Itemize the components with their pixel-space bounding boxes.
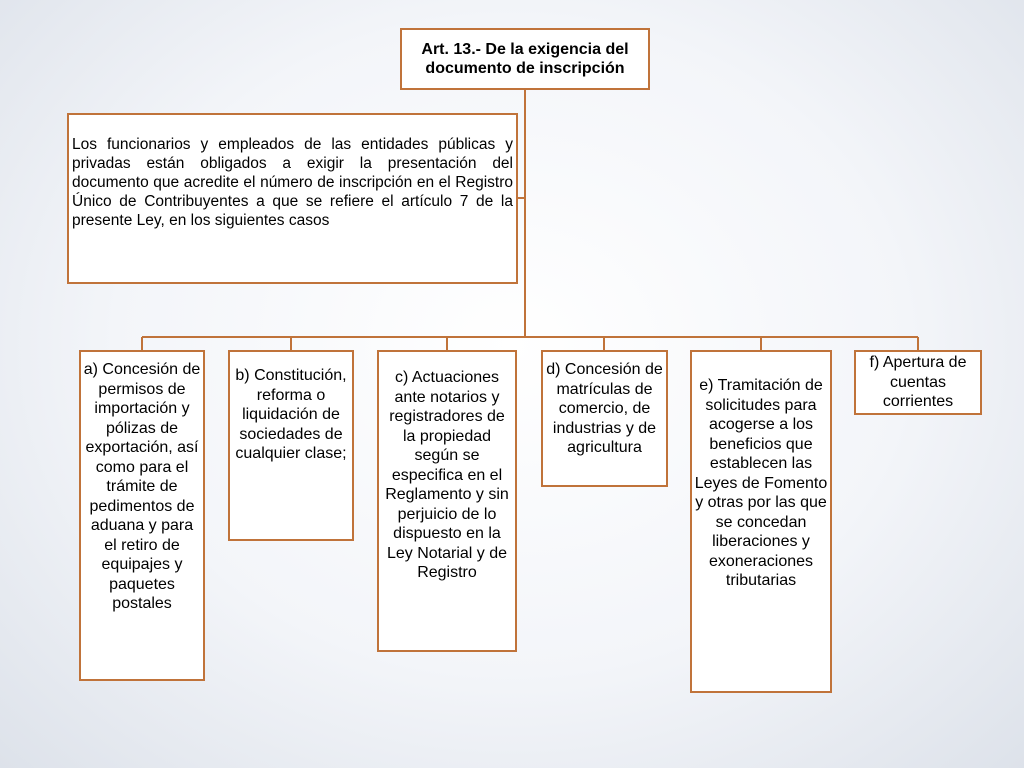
intro-box	[67, 113, 518, 284]
case-box-f	[854, 350, 982, 415]
case-text-b: b) Constitución, reforma o liquidación de sociedades de cualquier clase;	[235, 367, 347, 462]
case-box-d	[541, 350, 668, 487]
case-text-f: f) Apertura de cuentas corrientes	[869, 354, 967, 410]
case-box-c	[377, 350, 517, 652]
title-text: Art. 13.- De la exigencia del documento de inscripción	[421, 41, 629, 77]
title-box	[400, 28, 650, 90]
case-box-a	[79, 350, 205, 681]
intro-text: Los funcionarios y empleados de las entidades públicas y privadas están obligados a exigir la presentación del documento que acredite el número de inscripción en el Registro Único de Contribuyentes a que se refiere el artículo 7 de la presente Ley, en los siguientes casos	[72, 136, 513, 229]
case-text-e: e) Tramitación de solicitudes para acogerse a los beneficios que establecen las Leyes de Fomento y otras por las que se concedan liberaciones y exoneraciones tributarias	[694, 377, 828, 589]
case-text-d: d) Concesión de matrículas de comercio, de industrias y de agricultura	[546, 361, 663, 456]
case-box-b	[228, 350, 354, 541]
case-text-a: a) Concesión de permisos de importación y pólizas de exportación, así como para el trámite de pedimentos de aduana y para el retiro de equipajes y paquetes postales	[83, 361, 201, 612]
case-text-c: c) Actuaciones ante notarios y registradores de la propiedad según se especifica en el Reglamento y sin perjuicio de lo dispuesto en la Ley Notarial y de Registro	[385, 369, 509, 581]
case-box-e	[690, 350, 832, 693]
